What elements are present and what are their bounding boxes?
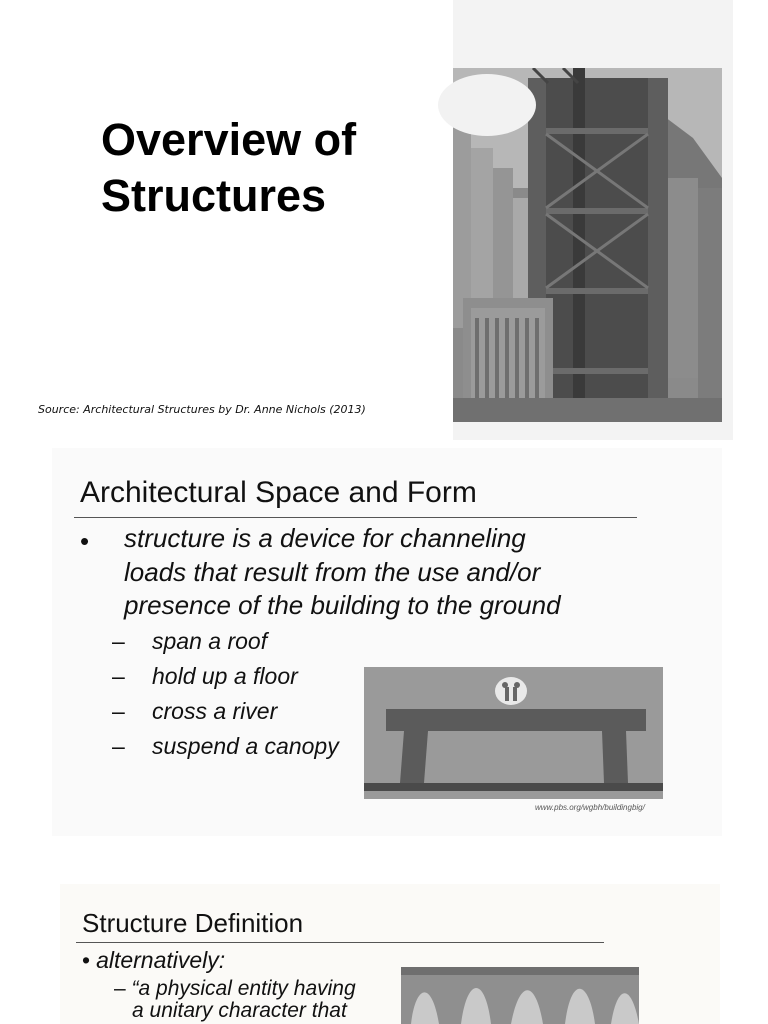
sub-item-cross-river: – cross a river <box>112 698 278 724</box>
quote-line-1: – “a physical entity having <box>114 977 356 1000</box>
main-line-1: structure is a device for channeling <box>124 523 526 553</box>
photo-overlay-blob <box>438 74 536 136</box>
heading-rule <box>76 942 604 943</box>
main-line-2: loads that result from the use and/or <box>124 556 541 587</box>
slide-structure-definition <box>0 884 768 1024</box>
slide-overview <box>0 0 768 440</box>
main-bullet-text <box>124 522 644 623</box>
title-line-2: Structures <box>101 170 327 221</box>
bullet-marker: • <box>80 526 90 556</box>
sub-item-span-roof: – span a roof <box>112 628 268 654</box>
bridge-illustration <box>364 667 663 799</box>
definition-quote <box>114 978 356 1022</box>
source-citation: Source: Architectural Structures by Dr. Anne Nichols (2013) <box>38 403 366 416</box>
slide-heading: Architectural Space and Form <box>80 476 477 509</box>
slide-heading: Structure Definition <box>82 908 304 938</box>
main-line-3: presence of the building to the ground <box>124 590 561 620</box>
quote-line-2: a unitary character that <box>132 999 347 1022</box>
image-credit: www.pbs.org/wgbh/buildingbig/ <box>535 803 645 812</box>
title-line-1: Overview of <box>101 114 357 165</box>
spiral-photo <box>401 967 639 1024</box>
sub-item-suspend-canopy: – suspend a canopy <box>112 733 339 759</box>
bullet-alternatively: • alternatively: <box>82 947 226 973</box>
sub-item-hold-floor: – hold up a floor <box>112 663 298 689</box>
slide-title <box>101 112 356 224</box>
slide-architectural-space <box>0 448 768 838</box>
heading-rule <box>74 517 637 518</box>
